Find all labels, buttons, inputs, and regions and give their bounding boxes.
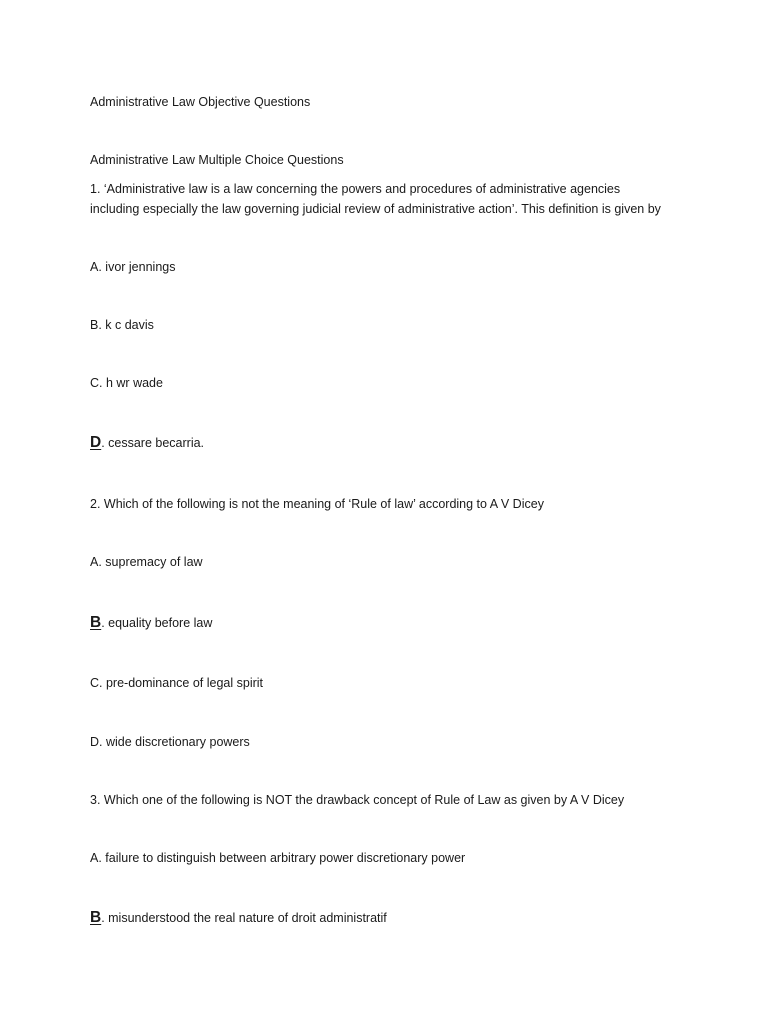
option-text: . h wr wade bbox=[99, 376, 163, 390]
option-text: . cessare becarria. bbox=[101, 436, 205, 450]
question-1-text-line1: 1. ‘Administrative law is a law concerning the powers and procedures of administrative agencies bbox=[90, 182, 621, 196]
option-letter: A bbox=[90, 555, 99, 569]
option-letter: C bbox=[90, 376, 100, 390]
question-2-option-b bbox=[90, 613, 710, 633]
option-text: . k c davis bbox=[98, 318, 154, 332]
question-3-option-b bbox=[90, 908, 710, 928]
question-3-text: 3. Which one of the following is NOT the drawback concept of Rule of Law as given by A V Dicey bbox=[90, 793, 625, 807]
question-1-text-line2: including especially the law governing judicial review of administrative action’. This definition is given by bbox=[90, 202, 661, 216]
marked-answer-letter: D bbox=[90, 434, 102, 451]
question-1-option-d bbox=[90, 433, 710, 453]
question-2-text: 2. Which of the following is not the meaning of ‘Rule of law’ according to A V Dicey bbox=[90, 497, 544, 511]
option-text: . misunderstood the real nature of droit administratif bbox=[101, 911, 387, 925]
question-1-option-a bbox=[90, 257, 710, 277]
option-letter: A bbox=[90, 851, 99, 865]
option-text: . failure to distinguish between arbitrary power discretionary power bbox=[98, 851, 466, 865]
option-text: . wide discretionary powers bbox=[99, 735, 250, 749]
question-2-option-a bbox=[90, 552, 710, 572]
option-letter: C bbox=[90, 676, 100, 690]
marked-answer-letter: B bbox=[90, 909, 102, 926]
question-1-option-b bbox=[90, 315, 710, 335]
option-letter: A bbox=[90, 260, 99, 274]
option-text: . pre-dominance of legal spirit bbox=[99, 676, 264, 690]
question-1-option-c bbox=[90, 373, 710, 393]
marked-answer-letter: B bbox=[90, 614, 102, 631]
question-2-option-d bbox=[90, 732, 710, 752]
document-title: Administrative Law Objective Questions bbox=[90, 95, 311, 109]
option-letter: B bbox=[90, 318, 99, 332]
document-subtitle: Administrative Law Multiple Choice Questions bbox=[90, 153, 344, 167]
option-text: . ivor jennings bbox=[98, 260, 176, 274]
question-2-option-c bbox=[90, 673, 710, 693]
option-text: . supremacy of law bbox=[98, 555, 203, 569]
option-text: . equality before law bbox=[101, 616, 213, 630]
option-letter: D bbox=[90, 735, 100, 749]
question-3-option-a bbox=[90, 848, 710, 868]
